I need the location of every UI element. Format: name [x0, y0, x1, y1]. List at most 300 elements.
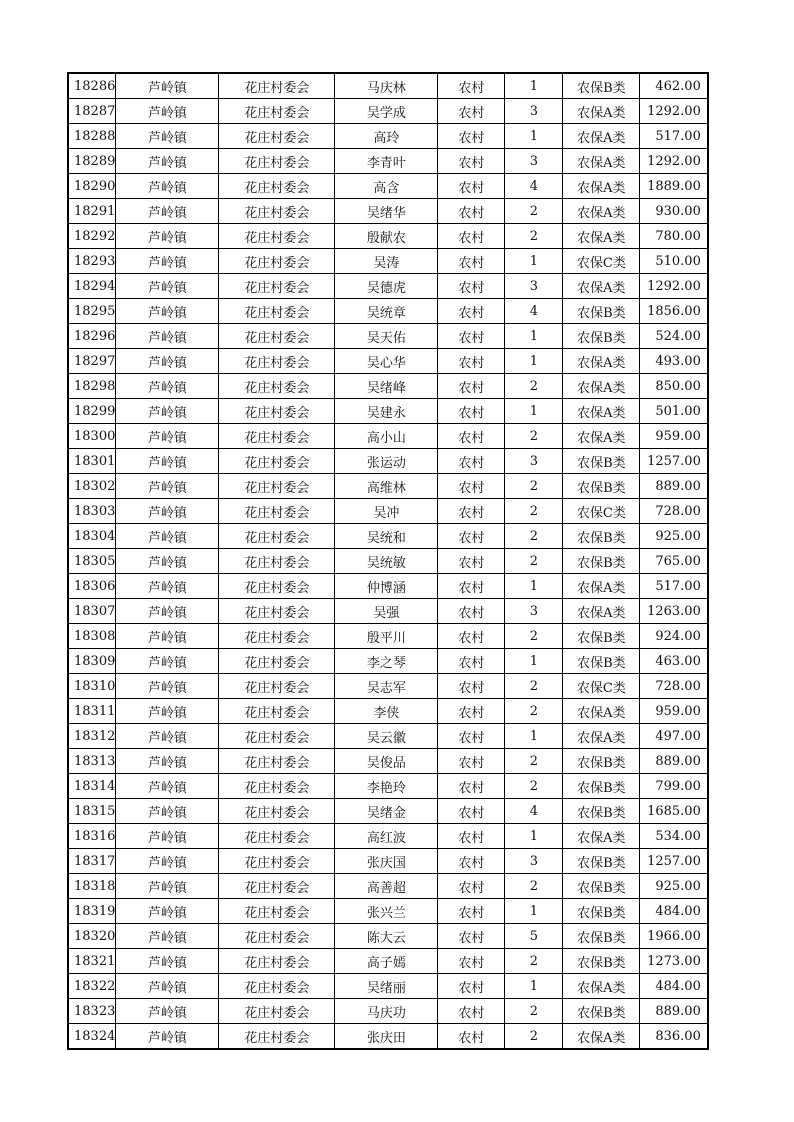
cell-name: 高维林: [335, 474, 438, 499]
cell-name: 李青叶: [335, 149, 438, 174]
cell-category: 农保B类: [563, 874, 640, 899]
cell-count: 2: [505, 774, 563, 799]
cell-committee: 花庄村委会: [219, 149, 335, 174]
cell-town: 芦岭镇: [116, 999, 219, 1024]
cell-committee: 花庄村委会: [219, 349, 335, 374]
cell-id: 18298: [68, 374, 116, 399]
cell-committee: 花庄村委会: [219, 274, 335, 299]
table-row: [68, 249, 708, 274]
cell-committee: 花庄村委会: [219, 299, 335, 324]
table-row: [68, 899, 708, 924]
table-row: [68, 624, 708, 649]
table-row: [68, 599, 708, 624]
cell-town: 芦岭镇: [116, 524, 219, 549]
cell-category: 农保A类: [563, 599, 640, 624]
table-row: [68, 124, 708, 149]
cell-name: 吴绪金: [335, 799, 438, 824]
cell-area: 农村: [438, 574, 505, 599]
cell-count: 1: [505, 349, 563, 374]
cell-area: 农村: [438, 124, 505, 149]
table-row: [68, 799, 708, 824]
cell-area: 农村: [438, 224, 505, 249]
cell-name: 吴统章: [335, 299, 438, 324]
cell-category: 农保C类: [563, 499, 640, 524]
cell-town: 芦岭镇: [116, 174, 219, 199]
cell-category: 农保A类: [563, 224, 640, 249]
cell-id: 18292: [68, 224, 116, 249]
cell-name: 吴冲: [335, 499, 438, 524]
table-row: [68, 324, 708, 349]
cell-committee: 花庄村委会: [219, 774, 335, 799]
cell-town: 芦岭镇: [116, 124, 219, 149]
cell-id: 18294: [68, 274, 116, 299]
cell-town: 芦岭镇: [116, 849, 219, 874]
table-row: [68, 374, 708, 399]
cell-area: 农村: [438, 649, 505, 674]
cell-category: 农保A类: [563, 149, 640, 174]
table-row: [68, 549, 708, 574]
cell-amount: 1257.00: [640, 849, 708, 874]
cell-category: 农保B类: [563, 324, 640, 349]
cell-count: 2: [505, 999, 563, 1024]
cell-committee: 花庄村委会: [219, 174, 335, 199]
cell-committee: 花庄村委会: [219, 924, 335, 949]
cell-committee: 花庄村委会: [219, 724, 335, 749]
cell-count: 3: [505, 274, 563, 299]
cell-id: 18301: [68, 449, 116, 474]
cell-category: 农保A类: [563, 124, 640, 149]
cell-amount: 497.00: [640, 724, 708, 749]
cell-committee: 花庄村委会: [219, 824, 335, 849]
cell-area: 农村: [438, 799, 505, 824]
cell-name: 仲博涵: [335, 574, 438, 599]
cell-id: 18303: [68, 499, 116, 524]
cell-name: 李侠: [335, 699, 438, 724]
cell-count: 3: [505, 449, 563, 474]
cell-count: 3: [505, 599, 563, 624]
cell-amount: 780.00: [640, 224, 708, 249]
table-row: [68, 73, 708, 99]
cell-town: 芦岭镇: [116, 549, 219, 574]
cell-town: 芦岭镇: [116, 99, 219, 124]
cell-category: 农保B类: [563, 774, 640, 799]
cell-committee: 花庄村委会: [219, 249, 335, 274]
cell-category: 农保B类: [563, 899, 640, 924]
cell-area: 农村: [438, 274, 505, 299]
cell-category: 农保A类: [563, 1024, 640, 1050]
table-row: [68, 224, 708, 249]
cell-committee: 花庄村委会: [219, 974, 335, 999]
cell-town: 芦岭镇: [116, 949, 219, 974]
cell-count: 2: [505, 374, 563, 399]
cell-area: 农村: [438, 899, 505, 924]
cell-name: 高小山: [335, 424, 438, 449]
cell-town: 芦岭镇: [116, 699, 219, 724]
cell-name: 吴统敏: [335, 549, 438, 574]
cell-count: 1: [505, 974, 563, 999]
table-row: [68, 299, 708, 324]
cell-category: 农保A类: [563, 374, 640, 399]
cell-name: 高玲: [335, 124, 438, 149]
cell-area: 农村: [438, 924, 505, 949]
cell-category: 农保A类: [563, 424, 640, 449]
cell-amount: 728.00: [640, 499, 708, 524]
table-row: [68, 399, 708, 424]
cell-count: 4: [505, 299, 563, 324]
cell-id: 18302: [68, 474, 116, 499]
cell-area: 农村: [438, 424, 505, 449]
cell-committee: 花庄村委会: [219, 499, 335, 524]
cell-area: 农村: [438, 499, 505, 524]
cell-id: 18315: [68, 799, 116, 824]
cell-committee: 花庄村委会: [219, 73, 335, 99]
cell-town: 芦岭镇: [116, 274, 219, 299]
cell-name: 吴统和: [335, 524, 438, 549]
cell-amount: 510.00: [640, 249, 708, 274]
cell-category: 农保A类: [563, 274, 640, 299]
table-row: [68, 724, 708, 749]
cell-count: 1: [505, 574, 563, 599]
cell-area: 农村: [438, 399, 505, 424]
cell-count: 1: [505, 324, 563, 349]
cell-amount: 517.00: [640, 124, 708, 149]
cell-amount: 959.00: [640, 699, 708, 724]
cell-id: 18322: [68, 974, 116, 999]
cell-committee: 花庄村委会: [219, 874, 335, 899]
cell-count: 1: [505, 399, 563, 424]
table-row: [68, 874, 708, 899]
cell-area: 农村: [438, 349, 505, 374]
cell-category: 农保A类: [563, 824, 640, 849]
cell-amount: 728.00: [640, 674, 708, 699]
cell-name: 马庆功: [335, 999, 438, 1024]
cell-area: 农村: [438, 774, 505, 799]
cell-name: 殷平川: [335, 624, 438, 649]
cell-committee: 花庄村委会: [219, 999, 335, 1024]
cell-committee: 花庄村委会: [219, 549, 335, 574]
cell-amount: 1292.00: [640, 149, 708, 174]
cell-id: 18295: [68, 299, 116, 324]
cell-id: 18290: [68, 174, 116, 199]
table-row: [68, 349, 708, 374]
cell-committee: 花庄村委会: [219, 474, 335, 499]
cell-count: 1: [505, 124, 563, 149]
cell-amount: 517.00: [640, 574, 708, 599]
cell-id: 18309: [68, 649, 116, 674]
cell-name: 吴志军: [335, 674, 438, 699]
cell-town: 芦岭镇: [116, 449, 219, 474]
cell-category: 农保A类: [563, 399, 640, 424]
cell-category: 农保A类: [563, 199, 640, 224]
cell-amount: 1856.00: [640, 299, 708, 324]
cell-committee: 花庄村委会: [219, 374, 335, 399]
cell-category: 农保A类: [563, 99, 640, 124]
cell-category: 农保A类: [563, 574, 640, 599]
table-row: [68, 149, 708, 174]
cell-committee: 花庄村委会: [219, 399, 335, 424]
cell-name: 张庆田: [335, 1024, 438, 1050]
cell-id: 18318: [68, 874, 116, 899]
cell-area: 农村: [438, 474, 505, 499]
cell-amount: 799.00: [640, 774, 708, 799]
cell-name: 吴建永: [335, 399, 438, 424]
cell-count: 1: [505, 824, 563, 849]
cell-area: 农村: [438, 149, 505, 174]
cell-amount: 889.00: [640, 474, 708, 499]
cell-town: 芦岭镇: [116, 649, 219, 674]
table-row: [68, 524, 708, 549]
cell-amount: 524.00: [640, 324, 708, 349]
cell-amount: 462.00: [640, 73, 708, 99]
cell-name: 张运动: [335, 449, 438, 474]
cell-name: 李艳玲: [335, 774, 438, 799]
cell-committee: 花庄村委会: [219, 449, 335, 474]
cell-name: 张庆国: [335, 849, 438, 874]
cell-town: 芦岭镇: [116, 424, 219, 449]
cell-town: 芦岭镇: [116, 974, 219, 999]
cell-town: 芦岭镇: [116, 724, 219, 749]
cell-name: 吴涛: [335, 249, 438, 274]
cell-name: 张兴兰: [335, 899, 438, 924]
cell-id: 18288: [68, 124, 116, 149]
cell-committee: 花庄村委会: [219, 674, 335, 699]
cell-amount: 850.00: [640, 374, 708, 399]
cell-name: 高善超: [335, 874, 438, 899]
cell-count: 1: [505, 649, 563, 674]
cell-id: 18323: [68, 999, 116, 1024]
cell-area: 农村: [438, 599, 505, 624]
cell-amount: 463.00: [640, 649, 708, 674]
cell-id: 18314: [68, 774, 116, 799]
cell-id: 18316: [68, 824, 116, 849]
cell-amount: 484.00: [640, 974, 708, 999]
cell-category: 农保B类: [563, 524, 640, 549]
cell-committee: 花庄村委会: [219, 424, 335, 449]
cell-name: 吴绪华: [335, 199, 438, 224]
cell-area: 农村: [438, 874, 505, 899]
cell-category: 农保C类: [563, 674, 640, 699]
cell-area: 农村: [438, 624, 505, 649]
cell-area: 农村: [438, 449, 505, 474]
cell-count: 2: [505, 699, 563, 724]
cell-name: 吴强: [335, 599, 438, 624]
cell-committee: 花庄村委会: [219, 199, 335, 224]
table-row: [68, 174, 708, 199]
cell-count: 5: [505, 924, 563, 949]
cell-amount: 889.00: [640, 999, 708, 1024]
table-row: [68, 674, 708, 699]
cell-committee: 花庄村委会: [219, 324, 335, 349]
table-row: [68, 824, 708, 849]
cell-committee: 花庄村委会: [219, 849, 335, 874]
table-row: [68, 474, 708, 499]
cell-amount: 925.00: [640, 524, 708, 549]
cell-category: 农保B类: [563, 849, 640, 874]
cell-town: 芦岭镇: [116, 1024, 219, 1050]
cell-amount: 493.00: [640, 349, 708, 374]
cell-area: 农村: [438, 824, 505, 849]
cell-town: 芦岭镇: [116, 249, 219, 274]
cell-category: 农保B类: [563, 73, 640, 99]
cell-id: 18324: [68, 1024, 116, 1050]
cell-category: 农保B类: [563, 799, 640, 824]
cell-amount: 1966.00: [640, 924, 708, 949]
table-row: [68, 699, 708, 724]
cell-name: 吴心华: [335, 349, 438, 374]
cell-committee: 花庄村委会: [219, 949, 335, 974]
cell-name: 吴学成: [335, 99, 438, 124]
cell-id: 18299: [68, 399, 116, 424]
cell-amount: 1273.00: [640, 949, 708, 974]
table-row: [68, 949, 708, 974]
cell-area: 农村: [438, 849, 505, 874]
cell-category: 农保C类: [563, 249, 640, 274]
cell-id: 18307: [68, 599, 116, 624]
cell-count: 4: [505, 174, 563, 199]
cell-amount: 501.00: [640, 399, 708, 424]
cell-town: 芦岭镇: [116, 73, 219, 99]
cell-area: 农村: [438, 724, 505, 749]
cell-id: 18313: [68, 749, 116, 774]
cell-count: 2: [505, 549, 563, 574]
cell-name: 吴德虎: [335, 274, 438, 299]
cell-area: 农村: [438, 73, 505, 99]
cell-name: 殷献农: [335, 224, 438, 249]
cell-area: 农村: [438, 999, 505, 1024]
cell-category: 农保B类: [563, 924, 640, 949]
cell-name: 吴云徽: [335, 724, 438, 749]
cell-name: 高红波: [335, 824, 438, 849]
cell-count: 2: [505, 199, 563, 224]
cell-area: 农村: [438, 549, 505, 574]
cell-id: 18320: [68, 924, 116, 949]
cell-category: 农保B类: [563, 999, 640, 1024]
cell-committee: 花庄村委会: [219, 574, 335, 599]
cell-town: 芦岭镇: [116, 499, 219, 524]
cell-area: 农村: [438, 174, 505, 199]
table-row: [68, 574, 708, 599]
table-row: [68, 449, 708, 474]
cell-area: 农村: [438, 699, 505, 724]
cell-id: 18300: [68, 424, 116, 449]
cell-amount: 534.00: [640, 824, 708, 849]
cell-amount: 889.00: [640, 749, 708, 774]
cell-count: 3: [505, 849, 563, 874]
cell-count: 1: [505, 73, 563, 99]
cell-id: 18287: [68, 99, 116, 124]
cell-category: 农保A类: [563, 174, 640, 199]
cell-town: 芦岭镇: [116, 474, 219, 499]
cell-committee: 花庄村委会: [219, 699, 335, 724]
cell-committee: 花庄村委会: [219, 899, 335, 924]
cell-id: 18286: [68, 73, 116, 99]
cell-category: 农保B类: [563, 549, 640, 574]
cell-committee: 花庄村委会: [219, 124, 335, 149]
cell-name: 李之琴: [335, 649, 438, 674]
cell-amount: 1292.00: [640, 99, 708, 124]
cell-count: 2: [505, 874, 563, 899]
cell-town: 芦岭镇: [116, 824, 219, 849]
cell-id: 18296: [68, 324, 116, 349]
cell-count: 2: [505, 749, 563, 774]
cell-name: 陈大云: [335, 924, 438, 949]
table-row: [68, 199, 708, 224]
cell-id: 18289: [68, 149, 116, 174]
table-row: [68, 1024, 708, 1050]
cell-name: 吴绪峰: [335, 374, 438, 399]
table-row: [68, 99, 708, 124]
cell-amount: 1685.00: [640, 799, 708, 824]
cell-amount: 925.00: [640, 874, 708, 899]
table-body: [68, 73, 708, 1049]
cell-area: 农村: [438, 674, 505, 699]
cell-town: 芦岭镇: [116, 399, 219, 424]
cell-category: 农保B类: [563, 949, 640, 974]
cell-area: 农村: [438, 1024, 505, 1050]
table-row: [68, 774, 708, 799]
cell-town: 芦岭镇: [116, 674, 219, 699]
cell-amount: 959.00: [640, 424, 708, 449]
cell-amount: 836.00: [640, 1024, 708, 1050]
cell-committee: 花庄村委会: [219, 224, 335, 249]
cell-id: 18306: [68, 574, 116, 599]
cell-committee: 花庄村委会: [219, 624, 335, 649]
table-row: [68, 424, 708, 449]
data-table: [67, 72, 709, 1050]
table-row: [68, 649, 708, 674]
cell-area: 农村: [438, 749, 505, 774]
cell-town: 芦岭镇: [116, 774, 219, 799]
cell-town: 芦岭镇: [116, 899, 219, 924]
cell-town: 芦岭镇: [116, 349, 219, 374]
cell-town: 芦岭镇: [116, 874, 219, 899]
cell-area: 农村: [438, 199, 505, 224]
cell-amount: 930.00: [640, 199, 708, 224]
cell-amount: 1889.00: [640, 174, 708, 199]
cell-count: 2: [505, 499, 563, 524]
cell-name: 高含: [335, 174, 438, 199]
cell-id: 18312: [68, 724, 116, 749]
cell-count: 2: [505, 1024, 563, 1050]
cell-count: 1: [505, 249, 563, 274]
cell-id: 18317: [68, 849, 116, 874]
cell-id: 18297: [68, 349, 116, 374]
cell-amount: 1292.00: [640, 274, 708, 299]
cell-category: 农保A类: [563, 349, 640, 374]
cell-town: 芦岭镇: [116, 224, 219, 249]
cell-town: 芦岭镇: [116, 374, 219, 399]
cell-category: 农保B类: [563, 649, 640, 674]
cell-count: 1: [505, 724, 563, 749]
table-row: [68, 924, 708, 949]
cell-area: 农村: [438, 374, 505, 399]
table-row: [68, 999, 708, 1024]
table-row: [68, 499, 708, 524]
cell-category: 农保B类: [563, 624, 640, 649]
cell-amount: 924.00: [640, 624, 708, 649]
cell-area: 农村: [438, 99, 505, 124]
cell-count: 2: [505, 624, 563, 649]
cell-area: 农村: [438, 249, 505, 274]
cell-id: 18310: [68, 674, 116, 699]
cell-area: 农村: [438, 974, 505, 999]
cell-count: 2: [505, 524, 563, 549]
cell-town: 芦岭镇: [116, 924, 219, 949]
cell-id: 18308: [68, 624, 116, 649]
cell-committee: 花庄村委会: [219, 1024, 335, 1050]
cell-id: 18293: [68, 249, 116, 274]
cell-name: 吴天佑: [335, 324, 438, 349]
